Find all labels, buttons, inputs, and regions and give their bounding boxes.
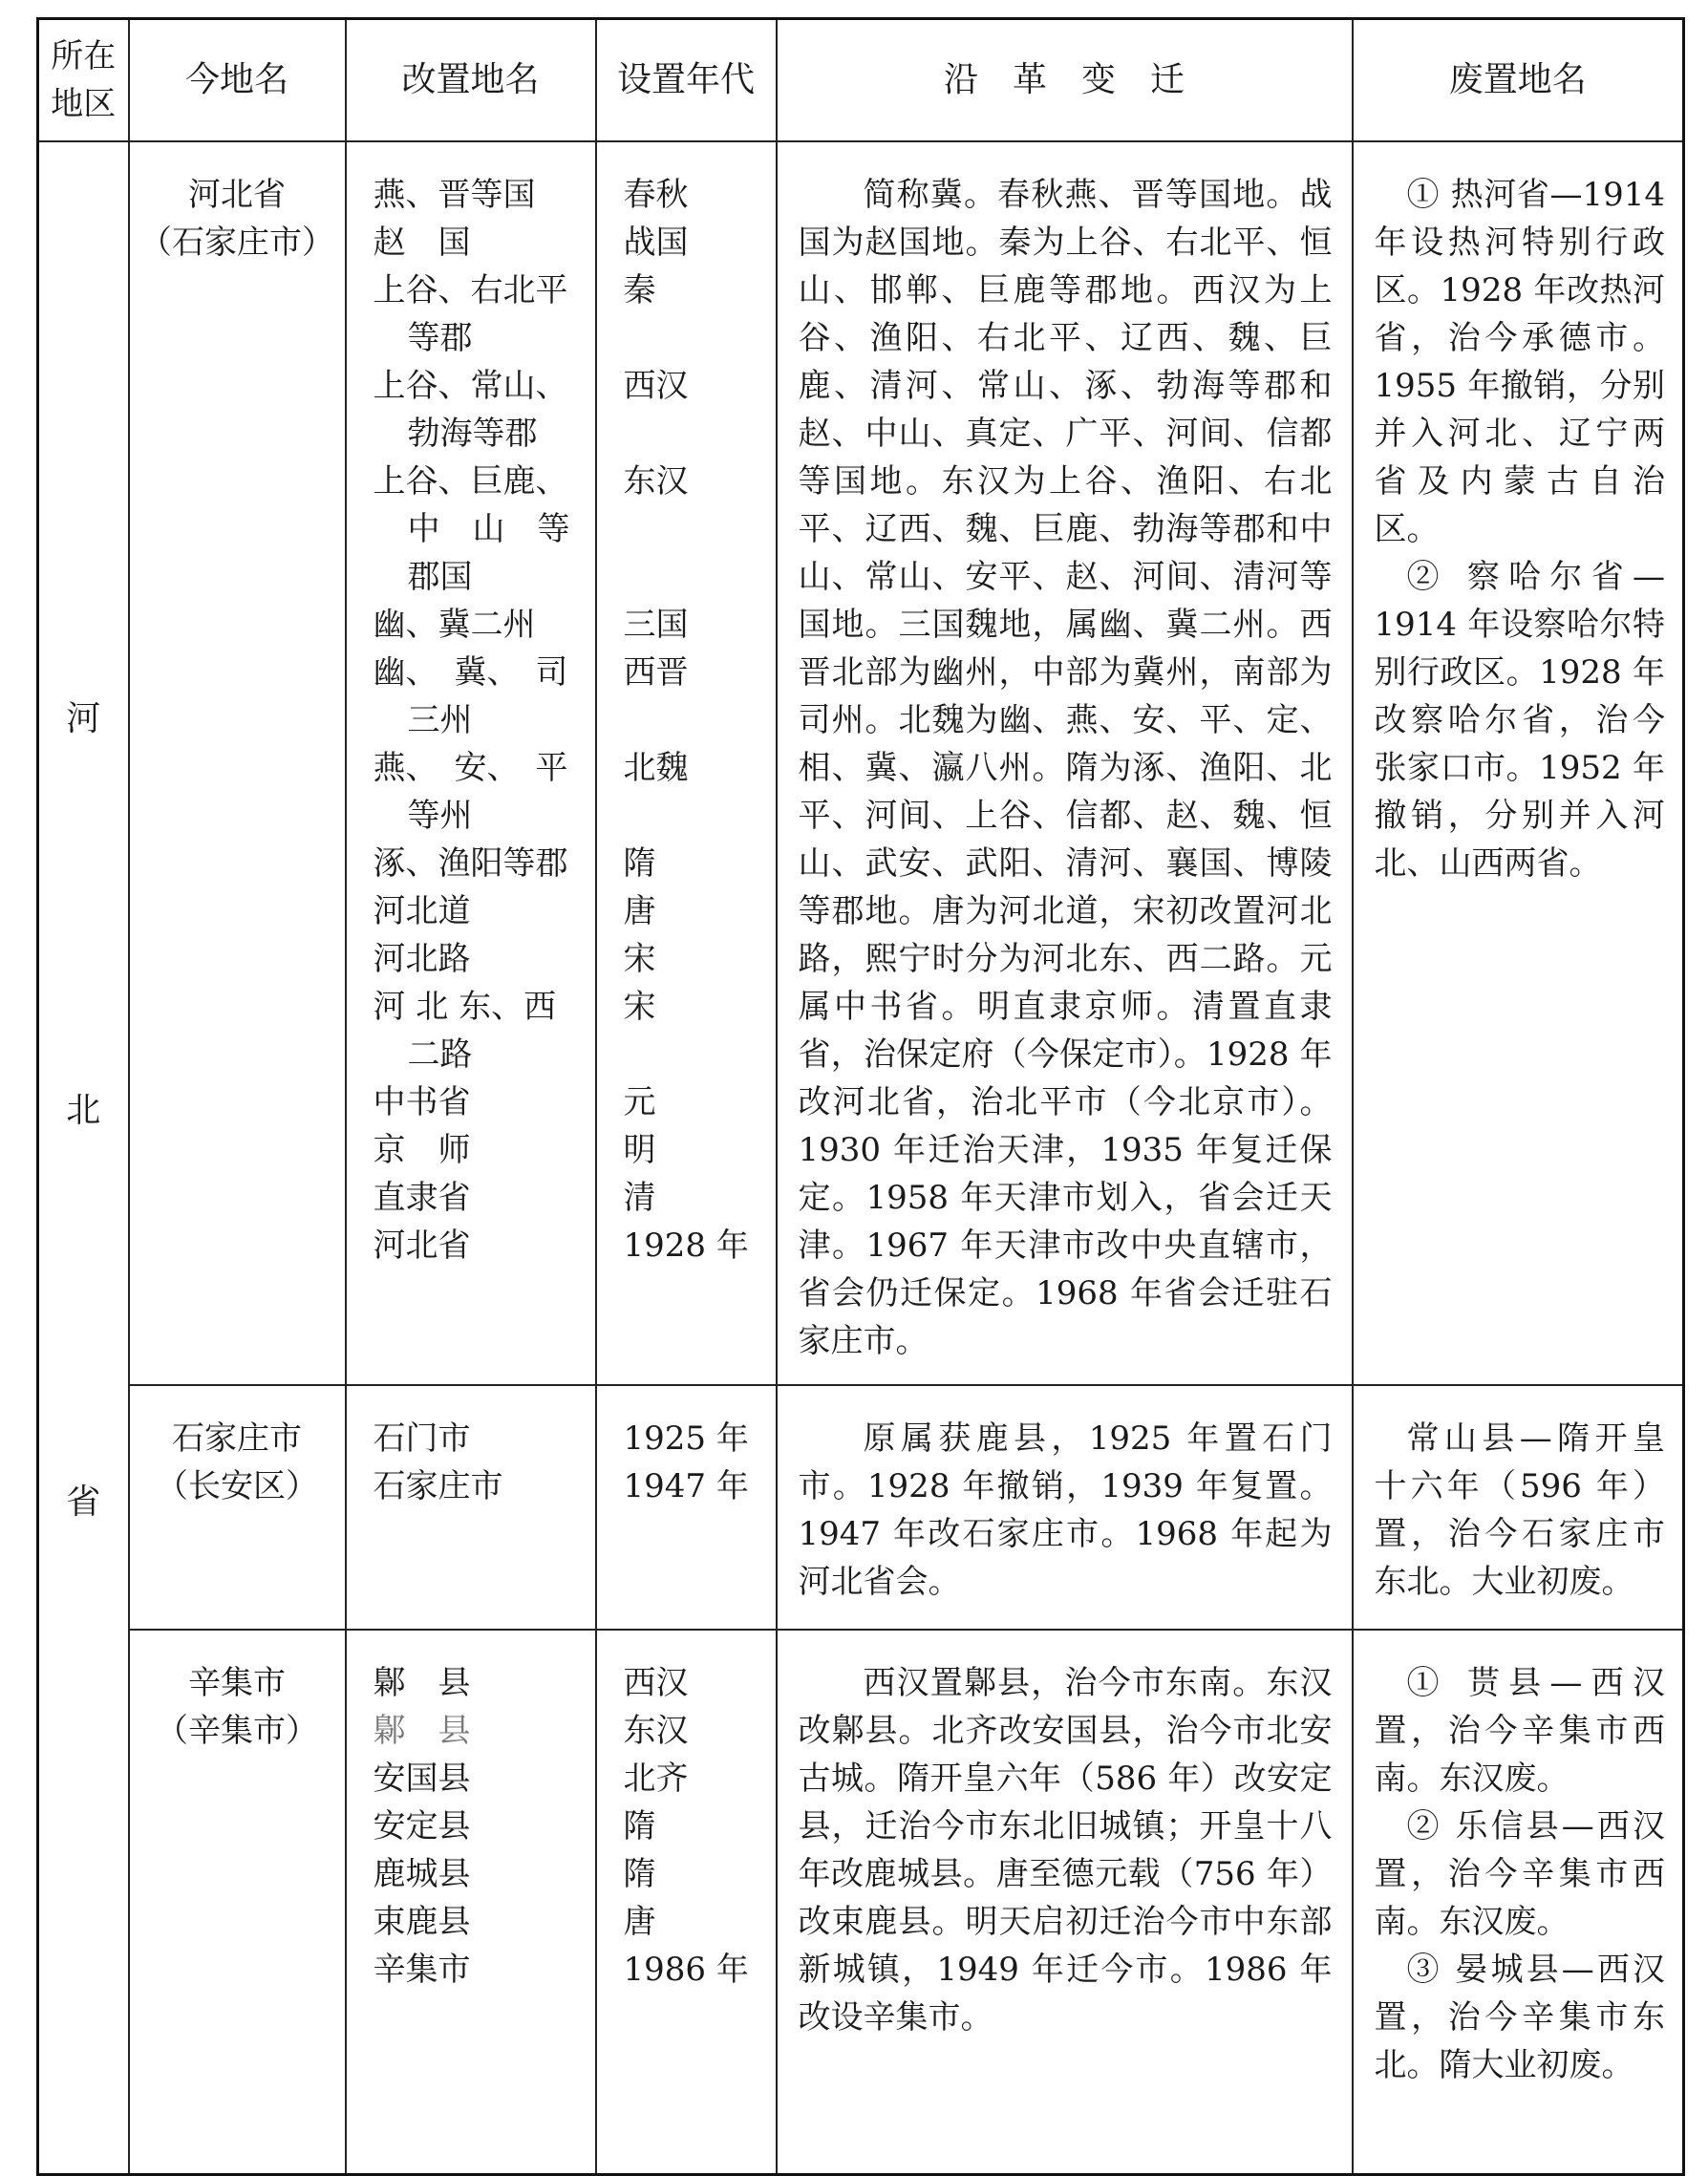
- header-region-line2: 地区: [51, 85, 117, 123]
- header-current-name: 今地名: [129, 19, 346, 142]
- history-cell: [777, 1630, 1353, 2174]
- list-item: 安定县: [373, 1807, 471, 1845]
- history-text: 西汉置鄡县，治今市东南。东汉改鄡县。北齐改安国县，治今市北安古城。隋开皇六年（586 年）改安定县，迁治今市东北旧城镇；开皇十八年改鹿城县。唐至德元载（756 年）改束鹿县。明天启初迁治今市中东部新城镇，1949 年迁今市。1986 年改设辛集市。: [798, 1664, 1333, 2037]
- period-item: 西汉: [623, 1664, 689, 1702]
- period-item: 东汉: [623, 1712, 689, 1750]
- list-item: 上谷、右北平 等郡: [373, 271, 568, 357]
- period-list: [597, 1386, 776, 1529]
- region-cell: [38, 141, 129, 2174]
- table-row: [38, 1630, 1684, 2174]
- list-item: 鄡 县: [373, 1712, 471, 1750]
- header-region-line1: 所在: [51, 37, 117, 75]
- abolished-entry: ② 乐信县—西汉置，治今辛集市西南。东汉废。: [1374, 1807, 1665, 1941]
- abolished-text: [1354, 1386, 1683, 1625]
- period-item: 北齐: [623, 1760, 689, 1798]
- period-list: [597, 1631, 776, 2013]
- list-item: 赵 国: [373, 224, 471, 262]
- changed-name-cell: [346, 1385, 596, 1630]
- abolished-entry: ③ 晏城县—西汉置，治今辛集市东北。隋大业初废。: [1374, 1951, 1665, 2084]
- period-item: 宋: [623, 940, 656, 978]
- list-item: 鹿城县: [373, 1855, 471, 1893]
- list-item: 辛集市: [373, 1951, 471, 1989]
- list-item: 幽、 冀、 司 三州: [373, 653, 568, 739]
- list-item: 上谷、巨鹿、 中 山 等 郡国: [373, 462, 570, 596]
- abolished-cell: [1353, 1385, 1684, 1630]
- header-row: [38, 19, 1684, 142]
- list-item: 束鹿县: [373, 1903, 471, 1941]
- region-char: 省: [66, 1483, 101, 1522]
- region-char: 北: [66, 1091, 101, 1130]
- current-name-cell: [129, 141, 346, 1385]
- abolished-entry: 常山县—隋开皇十六年（596 年）置，治今石家庄市东北。大业初废。: [1374, 1419, 1665, 1601]
- period-item: 1928 年: [623, 1227, 749, 1265]
- list-item: 石家庄市: [373, 1467, 503, 1505]
- abolished-entry: ① 热河省—1914 年设热河特别行政区。1928 年改热河省，治今承德市。1955 年撤销，分别并入河北、辽宁两省及内蒙古自治区。: [1374, 176, 1665, 548]
- table-row: [38, 141, 1684, 1385]
- period-item: 春秋: [623, 176, 689, 214]
- header-history: 沿 革 变 迁: [777, 19, 1353, 142]
- list-item: 中书省: [373, 1083, 471, 1121]
- period-item: 北魏: [623, 749, 689, 787]
- period-cell: [596, 1630, 777, 2174]
- header-abolished: 废置地名: [1353, 19, 1684, 142]
- period-item: 唐: [623, 1903, 656, 1941]
- gazetteer-table: [36, 17, 1685, 2176]
- changed-name-list: [347, 1386, 595, 1529]
- history-text: 原属获鹿县，1925 年置石门市。1928 年撤销，1939 年复置。1947 年改石家庄市。1968 年起为河北省会。: [798, 1419, 1333, 1601]
- period-item: 东汉: [623, 462, 689, 501]
- period-item: 元: [623, 1083, 656, 1121]
- list-item: 河北省: [373, 1227, 471, 1265]
- page: [36, 17, 1682, 2176]
- changed-name-cell: [346, 141, 596, 1385]
- region-char: 河: [66, 699, 101, 738]
- list-item: 直隶省: [373, 1179, 471, 1217]
- current-name-cell: [129, 1385, 346, 1630]
- changed-name-list: [347, 1631, 595, 2013]
- list-item: 河北道: [373, 892, 471, 930]
- period-item: 1947 年: [623, 1467, 749, 1505]
- list-item: 涿、渔阳等郡: [373, 844, 568, 883]
- period-item: 1986 年: [623, 1951, 749, 1989]
- abolished-entry: ① 贳县—西汉置，治今辛集市西南。东汉废。: [1374, 1664, 1665, 1798]
- abolished-entry: ② 察哈尔省—1914 年设察哈尔特别行政区。1928 年改察哈尔省，治今张家口市。1952 年撤销，分别并入河北、山西两省。: [1374, 558, 1665, 883]
- list-item: 燕、 安、 平 等州: [373, 749, 568, 835]
- list-item: 京 师: [373, 1131, 471, 1169]
- period-list: [597, 142, 776, 1289]
- abolished-cell: [1353, 1630, 1684, 2174]
- history-cell: [777, 1385, 1353, 1630]
- list-item: 鄡 县: [373, 1664, 471, 1702]
- list-item: 河北路: [373, 940, 471, 978]
- table-row: [38, 1385, 1684, 1630]
- header-region: [38, 19, 129, 142]
- period-item: 西晋: [623, 653, 689, 692]
- changed-name-list: [347, 142, 595, 1289]
- period-item: 唐: [623, 892, 656, 930]
- period-item: 明: [623, 1131, 656, 1169]
- list-item: 燕、晋等国: [373, 176, 536, 214]
- list-item: 安国县: [373, 1760, 471, 1798]
- history-text: 简称冀。春秋燕、晋等国地。战国为赵国地。秦为上谷、右北平、恒山、邯郸、巨鹿等郡地。西汉为上谷、渔阳、右北平、辽西、魏、巨鹿、清河、常山、涿、勃海等郡和赵、中山、真定、广平、河间、信都等国地。东汉为上谷、渔阳、右北平、辽西、魏、巨鹿、勃海等郡和中山、常山、安平、赵、河间、清河等国地。三国魏地，属幽、冀二州。西晋北部为幽州，中部为冀州，南部为司州。北魏为幽、燕、安、平、定、相、冀、瀛八州。隋为涿、渔阳、北平、河间、上谷、信都、赵、魏、恒山、武安、武阳、清河、襄国、博陵等郡地。唐为河北道，宋初改置河北路，熙宁时分为河北东、西二路。元属中书省。明直隶京师。清置直隶省，治保定府（今保定市）。1928 年改河北省，治北平市（今北京市）。1930 年迁治天津，1935 年复迁保定。1958 年天津市划入，省会迁天津。1967 年天津市改中央直辖市，省会仍迁保定。1968 年省会迁驻石家庄市。: [798, 176, 1333, 1360]
- abolished-text: [1354, 142, 1683, 907]
- period-item: 西汉: [623, 367, 689, 405]
- period-item: 隋: [623, 1855, 656, 1893]
- changed-name-cell: [346, 1630, 596, 2174]
- period-item: 战国: [623, 224, 689, 262]
- list-item: 河 北 东、西 二路: [373, 988, 557, 1074]
- current-name: 石家庄市: [172, 1419, 302, 1458]
- current-name: 辛集市: [188, 1664, 286, 1702]
- period-item: 清: [623, 1179, 656, 1217]
- abolished-text: [1354, 1631, 1683, 2108]
- period-item: 三国: [623, 606, 689, 644]
- abolished-cell: [1353, 141, 1684, 1385]
- current-seat: （石家庄市）: [139, 224, 334, 262]
- period-item: 1925 年: [623, 1419, 749, 1458]
- period-item: 秦: [623, 271, 656, 309]
- header-period: 设置年代: [596, 19, 777, 142]
- period-item: 隋: [623, 844, 656, 883]
- period-item: 隋: [623, 1807, 656, 1845]
- header-changed-name: 改置地名: [346, 19, 596, 142]
- history-cell: [777, 141, 1353, 1385]
- current-name-cell: [129, 1630, 346, 2174]
- current-name: 河北省: [188, 176, 286, 214]
- period-cell: [596, 141, 777, 1385]
- current-seat: （辛集市）: [156, 1712, 318, 1750]
- current-seat: （长安区）: [156, 1467, 318, 1505]
- period-cell: [596, 1385, 777, 1630]
- region-chars: [39, 142, 128, 2112]
- list-item: 石门市: [373, 1419, 471, 1458]
- list-item: 幽、冀二州: [373, 606, 536, 644]
- list-item: 上谷、常山、 勃海等郡: [373, 367, 568, 453]
- period-item: 宋: [623, 988, 656, 1026]
